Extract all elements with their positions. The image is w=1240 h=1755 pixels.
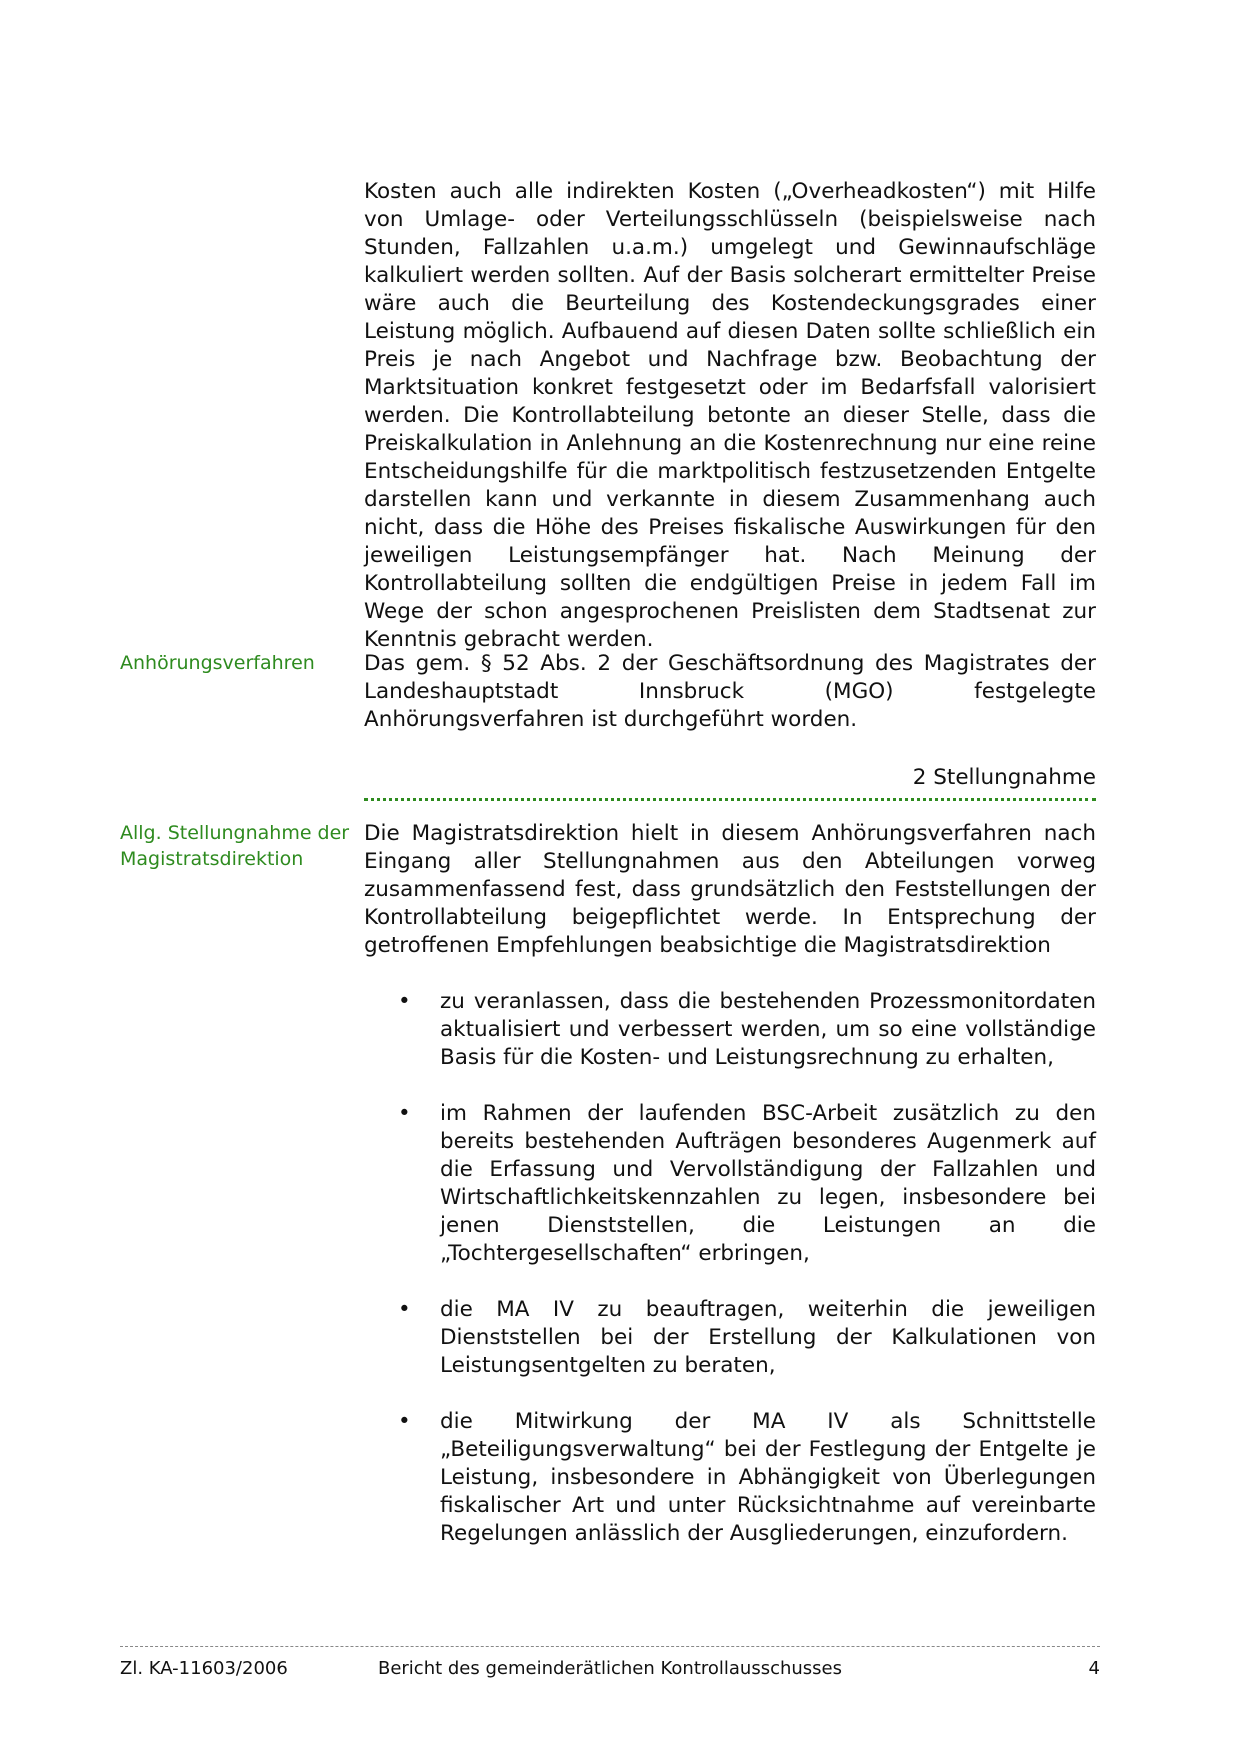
list-item bbox=[364, 988, 1096, 1072]
list-item-text: zu veranlassen, dass die bestehenden Prozessmonitordaten aktualisiert und verbessert werden, um so eine vollständige Basis für die Kosten- und Leistungsrechnung zu erhalten, bbox=[440, 989, 1096, 1070]
list-item-text: im Rahmen der laufenden BSC-Arbeit zusätzlich zu den bereits bestehenden Aufträgen besonderes Augenmerk auf die Erfassung und Vervollständigung der Fallzahlen und Wirtschaftlichkeitskennzahlen zu legen, insbesondere bei jenen Dienststellen, die Leistungen an die „Tochtergesellschaften“ erbringen, bbox=[440, 1101, 1096, 1266]
section-heading bbox=[364, 762, 1096, 801]
list-item bbox=[364, 1100, 1096, 1268]
bullet-icon: • bbox=[398, 1101, 411, 1126]
page-footer bbox=[120, 1646, 1100, 1679]
margin-label-anhoerung: Anhörungsverfahren bbox=[120, 652, 315, 674]
list-item-text: die MA IV zu beauftragen, weiterhin die jeweiligen Dienststellen bei der Erstellung der Kalkulationen von Leistungsentgelten zu beraten, bbox=[440, 1297, 1096, 1378]
anhoerung-paragraph-block bbox=[364, 650, 1096, 734]
stellungnahme-intro: Die Magistratsdirektion hielt in diesem Anhörungsverfahren nach Eingang aller Stellungnahmen aus den Abteilungen vorweg zusammenfassend fest, dass grundsätzlich den Feststellungen der Kontrollabteilung beigepflichtet werde. In Entsprechung der getroffenen Empfehlungen beabsichtige die Magistratsdirektion bbox=[364, 821, 1096, 958]
bullet-icon: • bbox=[398, 989, 411, 1014]
footer-reference: Zl. KA-11603/2006 bbox=[120, 1658, 288, 1679]
stellungnahme-paragraph-block bbox=[364, 820, 1096, 960]
bullet-icon: • bbox=[398, 1297, 411, 1322]
margin-label-stellungnahme: Allg. Stellungnahme der Magistratsdirektion bbox=[120, 822, 350, 870]
section-title: 2 Stellungnahme bbox=[912, 765, 1096, 790]
list-item bbox=[364, 1408, 1096, 1548]
recommendation-list bbox=[364, 988, 1096, 1576]
bullet-icon: • bbox=[398, 1409, 411, 1434]
footer-page-number: 4 bbox=[1088, 1658, 1100, 1679]
footer-title: Bericht des gemeinderätlichen Kontrollausschusses bbox=[377, 1658, 843, 1679]
list-item bbox=[364, 1296, 1096, 1380]
anhoerung-paragraph: Das gem. § 52 Abs. 2 der Geschäftsordnung des Magistrates der Landeshauptstadt Innsbruck (MGO) festgelegte Anhörungsverfahren ist durchgeführt worden. bbox=[364, 651, 1096, 732]
intro-paragraph-block bbox=[364, 178, 1096, 654]
list-item-text: die Mitwirkung der MA IV als Schnittstelle „Beteiligungsverwaltung“ bei der Festlegung der Entgelte je Leistung, insbesondere in Abhängigkeit von Überlegungen fiskalischer Art und unter Rücksichtnahme auf vereinbarte Regelungen anlässlich der Ausgliederungen, einzufordern. bbox=[440, 1409, 1096, 1546]
intro-paragraph: Kosten auch alle indirekten Kosten („Overheadkosten“) mit Hilfe von Umlage- oder Verteilungsschlüsseln (beispielsweise nach Stunden, Fallzahlen u.a.m.) umgelegt und Gewinnaufschläge kalkuliert werden sollten. Auf der Basis solcherart ermittelter Preise wäre auch die Beurteilung des Kostendeckungsgrades einer Leistung möglich. Aufbauend auf diesen Daten sollte schließlich ein Preis je nach Angebot und Nachfrage bzw. Beobachtung der Marktsituation konkret festgesetzt oder im Bedarfsfall valorisiert werden. Die Kontrollabteilung betonte an dieser Stelle, dass die Preiskalkulation in Anlehnung an die Kostenrechnung nur eine reine Entscheidungshilfe für die marktpolitisch festzusetzenden Entgelte darstellen kann und verkannte in diesem Zusammenhang auch nicht, dass die Höhe des Preises fiskalische Auswirkungen für den jeweiligen Leistungsempfänger hat. Nach Meinung der Kontrollabteilung sollten die endgültigen Preise in jedem Fall im Wege der schon angesprochenen Preislisten dem Stadtsenat zur Kenntnis gebracht werden. bbox=[364, 179, 1096, 652]
